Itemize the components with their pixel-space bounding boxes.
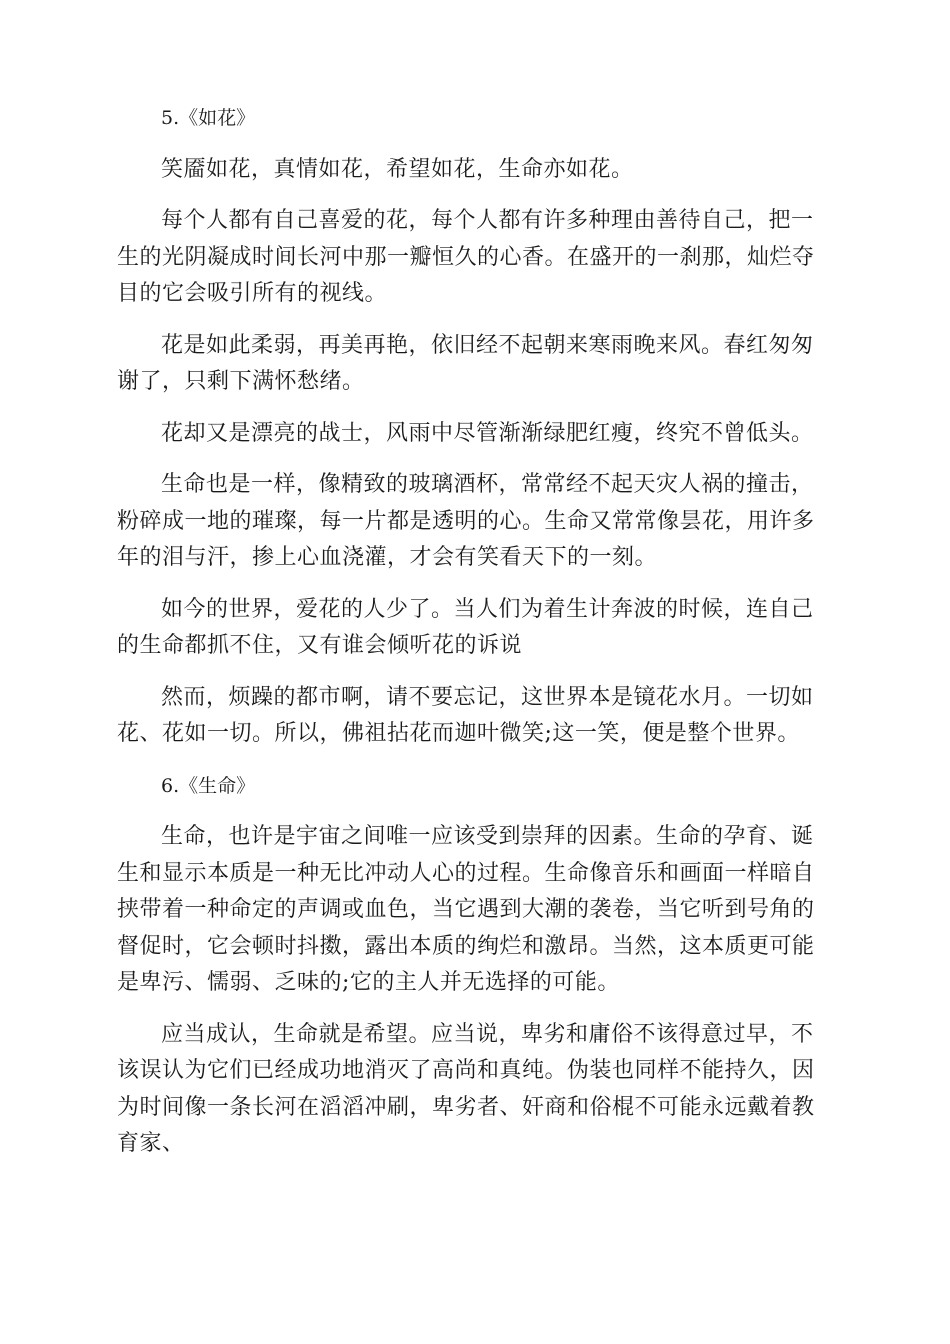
paragraph: 笑靥如花，真情如花，希望如花，生命亦如花。 <box>161 156 634 182</box>
paragraph: 生命，也许是宇宙之间唯一应该受到崇拜的因素。生命的孕育、诞生和显示本质是一种无比冲动人心的过程。生命像音乐和画面一样暗自挟带着一种命定的声调或血色，当它遇到大潮的袭卷，当它听到号角的督促时，它会顿时抖擞，露出本质的绚烂和激昂。当然，这本质更可能是卑污、懦弱、乏味的;它的主人并无选择的可能。 <box>117 824 815 995</box>
paragraph: 应当成认，生命就是希望。应当说，卑劣和庸俗不该得意过早，不该误认为它们已经成功地消灭了高尚和真纯。伪装也同样不能持久，因为时间像一条长河在滔滔冲刷，卑劣者、奸商和俗棍不可能永远戴着教育家、 <box>117 1021 815 1156</box>
paragraph: 如今的世界，爱花的人少了。当人们为着生计奔波的时候，连自己的生命都抓不住，又有谁会倾听花的诉说 <box>117 596 814 658</box>
paragraph: 每个人都有自己喜爱的花，每个人都有许多种理由善待自己，把一生的光阴凝成时间长河中那一瓣恒久的心香。在盛开的一刹那，灿烂夺目的它会吸引所有的视线。 <box>117 208 815 306</box>
section-heading: 6.《生命》 <box>161 774 256 797</box>
paragraph: 生命也是一样，像精致的玻璃酒杯，常常经不起天灾人祸的撞击，粉碎成一地的璀璨，每一片都是透明的心。生命又常常像昙花，用许多年的泪与汗，掺上心血浇灌，才会有笑看天下的一刻。 <box>117 472 815 570</box>
section-heading: 5.《如花》 <box>161 107 256 129</box>
paragraph: 花却又是漂亮的战士，风雨中尽管渐渐绿肥红瘦，终究不曾低头。 <box>161 420 814 446</box>
paragraph: 花是如此柔弱，再美再艳，依旧经不起朝来寒雨晚来风。春红匆匆谢了，只剩下满怀愁绪。 <box>117 332 814 394</box>
document-page <box>117 100 833 1178</box>
paragraph: 然而，烦躁的都市啊，请不要忘记，这世界本是镜花水月。一切如花、花如一切。所以，佛祖拈花而迦叶微笑;这一笑，便是整个世界。 <box>117 684 814 746</box>
